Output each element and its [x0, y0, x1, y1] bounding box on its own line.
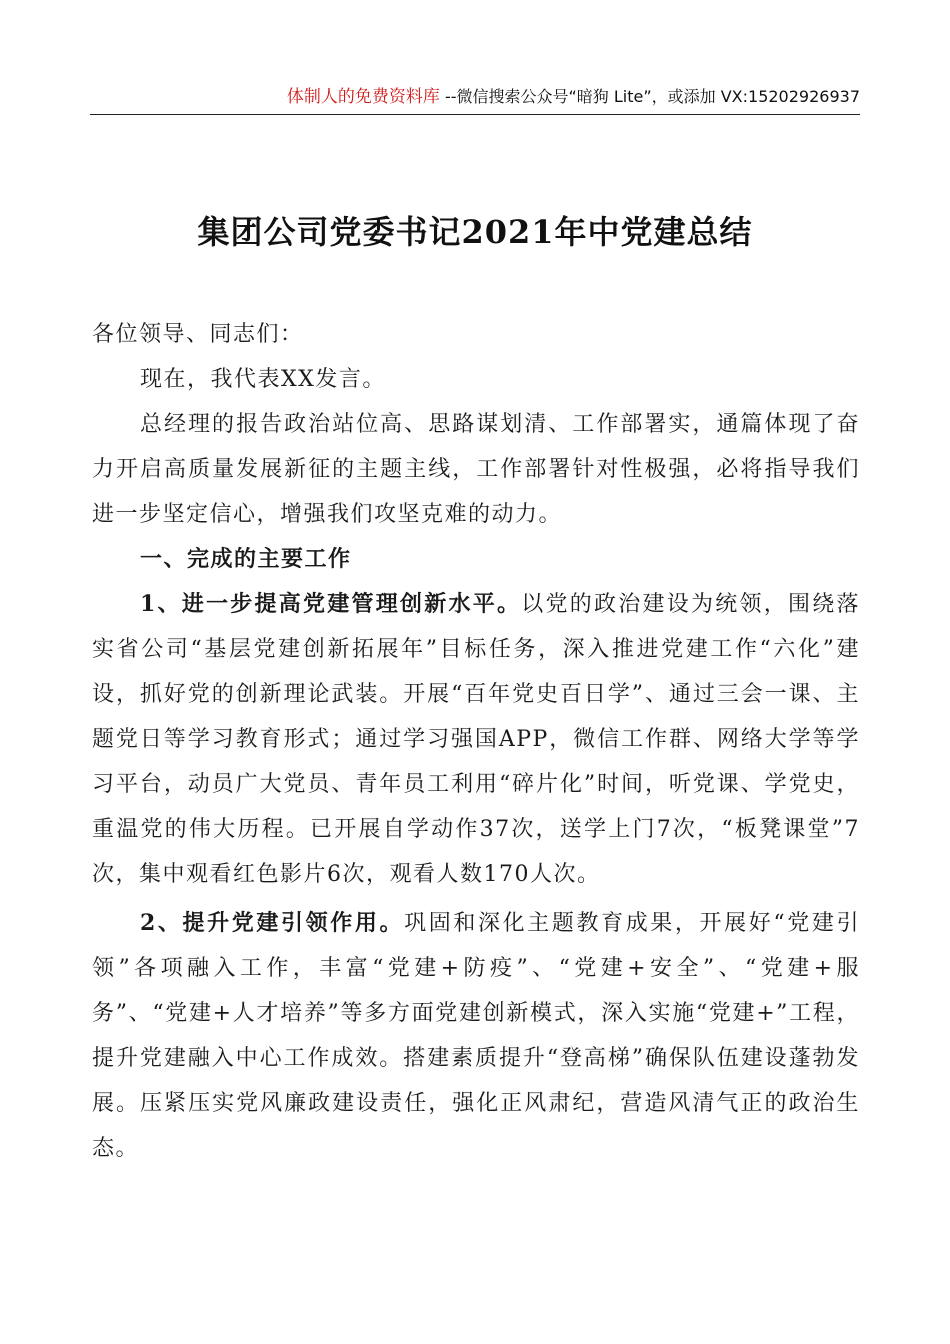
header-contact: --微信搜索公众号“暗狗 Lite”，或添加 VX:15202926937: [439, 87, 860, 106]
item-1-lead: 1、进一步提高党建管理创新水平。: [140, 591, 522, 617]
salutation: 各位领导、同志们：: [92, 322, 304, 347]
document-body: [92, 312, 860, 1171]
page-header: [90, 82, 860, 115]
item-2-body: 巩固和深化主题教育成果，开展好“党建引领”各项融入工作，丰富“党建+防疫”、“党建+安全”、“党建+服务”、“党建+人才培养”等多方面党建创新模式，深入实施“党建+”工程，提升党建融入中心工作成效。搭建素质提升“登高梯”确保队伍建设蓬勃发展。压紧压实党风廉政建设责任，强化正风肃纪，营造风清气正的政治生态。: [92, 911, 861, 1161]
paragraph-1: 总经理的报告政治站位高、思路谋划清、工作部署实，通篇体现了奋力开启高质量发展新征的主题主线，工作部署针对性极强，必将指导我们进一步坚定信心，增强我们攻坚克难的动力。: [92, 412, 860, 527]
item-2-paragraph: [92, 901, 860, 1171]
header-brand: 体制人的免费资料库: [286, 87, 440, 107]
item-1-paragraph: [92, 582, 860, 897]
intro-paragraph: 现在，我代表XX发言。: [140, 367, 386, 392]
document-title: 集团公司党委书记2021年中党建总结: [197, 213, 753, 251]
item-2-lead: 2、提升党建引领作用。: [140, 910, 405, 936]
section-heading-1: 一、完成的主要工作: [140, 547, 352, 572]
item-1-body: 以党的政治建设为统领，围绕落实省公司“基层党建创新拓展年”目标任务，深入推进党建工作“六化”建设，抓好党的创新理论武装。开展“百年党史百日学”、通过三会一课、主题党日等学习教育形式；通过学习强国APP，微信工作群、网络大学等学习平台，动员广大党员、青年员工利用“碎片化”时间，听党课、学党史，重温党的伟大历程。已开展自学动作37次，送学上门7次，“板凳课堂”7次，集中观看红色影片6次，观看人数170人次。: [92, 592, 860, 887]
